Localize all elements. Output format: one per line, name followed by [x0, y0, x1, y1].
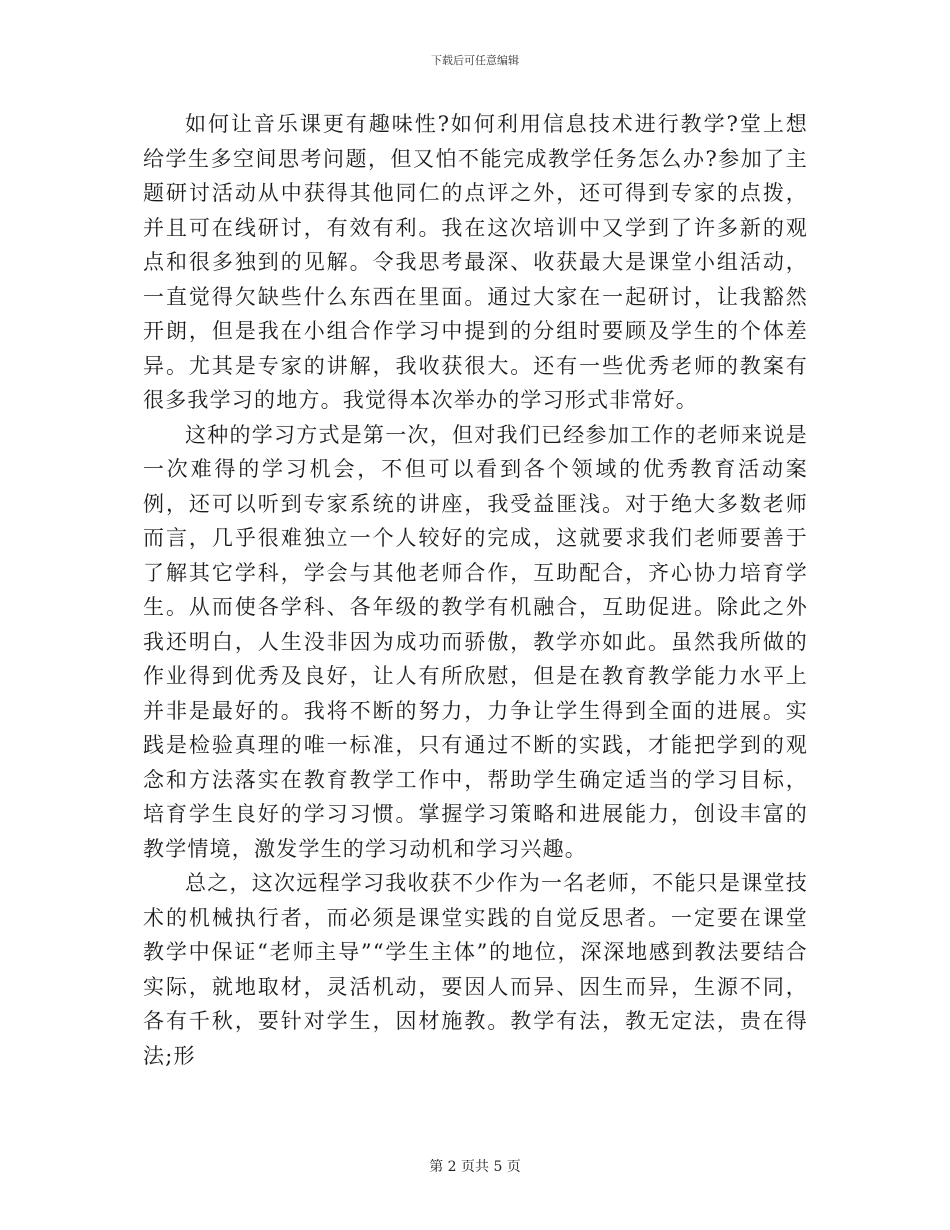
page-footer: 第 2 页共 5 页: [429, 1159, 521, 1175]
document-body: [143, 107, 808, 1073]
paragraph-3: 总之，这次远程学习我收获不少作为一名老师，不能只是课堂技术的机械执行者，而必须是课堂实践的自觉反思者。一定要在课堂教学中保证“老师主导”“学生主体”的地位，深深地感到教法要结合实际，就地取材，灵活机动，要因人而异、因生而异，生源不同，各有千秋，要针对学生，因材施教。教学有法，教无定法，贵在得法;形: [143, 871, 808, 1068]
page-header: 下载后可任意编辑: [431, 54, 519, 67]
paragraph-2: 这种的学习方式是第一次，但对我们已经参加工作的老师来说是一次难得的学习机会，不但可以看到各个领域的优秀教育活动案例，还可以听到专家系统的讲座，我受益匪浅。对于绝大多数老师而言，几乎很难独立一个人较好的完成，这就要求我们老师要善于了解其它学科，学会与其他老师合作，互助配合，齐心协力培育学生。从而使各学科、各年级的教学有机融合，互助促进。除此之外我还明白，人生没非因为成功而骄傲，教学亦如此。虽然我所做的作业得到优秀及良好，让人有所欣慰，但是在教育教学能力水平上并非是最好的。我将不断的努力，力争让学生得到全面的进展。实践是检验真理的唯一标准，只有通过不断的实践，才能把学到的观念和方法落实在教育教学工作中，帮助学生确定适当的学习目标，培育学生良好的学习习惯。掌握学习策略和进展能力，创设丰富的教学情境，激发学生的学习动机和学习兴趣。: [143, 422, 808, 861]
paragraph-1: 如何让音乐课更有趣味性?如何利用信息技术进行教学?堂上想给学生多空间思考问题，但又怕不能完成教学任务怎么办?参加了主题研讨活动从中获得其他同仁的点评之外，还可得到专家的点拨，并且可在线研讨，有效有利。我在这次培训中又学到了许多新的观点和很多独到的见解。令我思考最深、收获最大是课堂小组活动，一直觉得欠缺些什么东西在里面。通过大家在一起研讨，让我豁然开朗，但是我在小组合作学习中提到的分组时要顾及学生的个体差异。尤其是专家的讲解，我收获很大。还有一些优秀老师的教案有很多我学习的地方。我觉得本次举办的学习形式非常好。: [143, 112, 808, 412]
